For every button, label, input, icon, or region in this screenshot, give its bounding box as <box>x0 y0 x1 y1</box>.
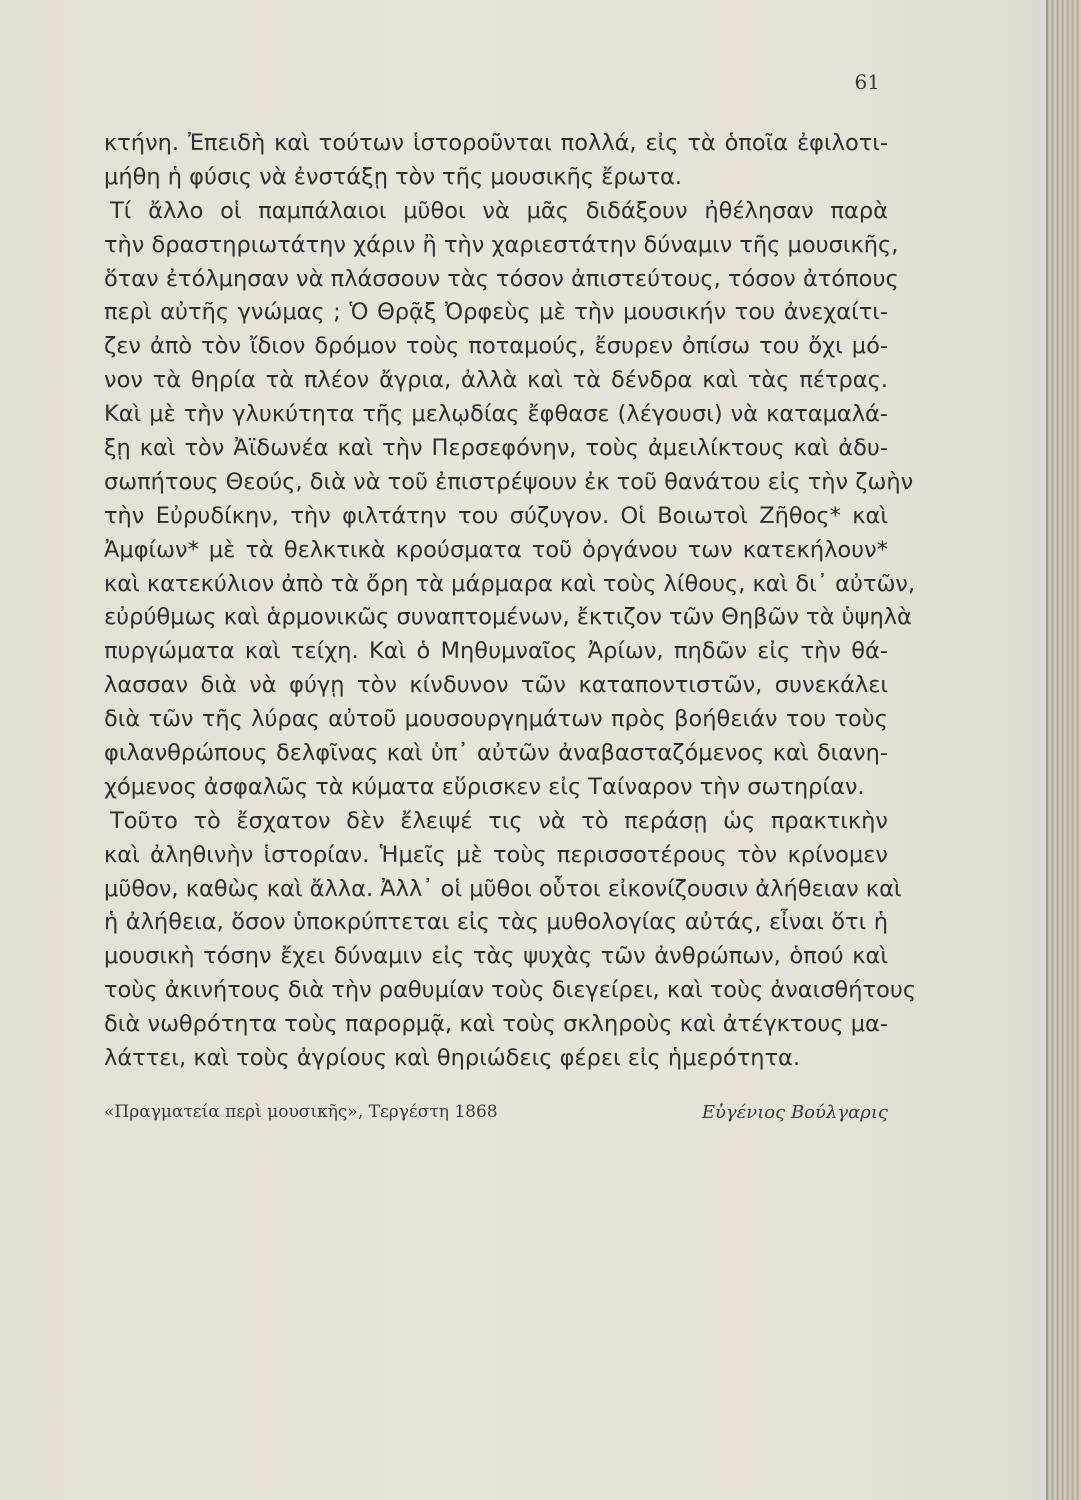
text-line: Ἀμφίων* μὲ τὰ θελκτικὰ κρούσματα τοῦ ὀργάνου των κατεκήλουν* <box>104 536 888 563</box>
text-line: καὶ κατεκύλιον ἀπὸ τὰ ὄρη τὰ μάρμαρα καὶ τοὺς λίθους, καὶ δι᾿ αὐτῶν, <box>104 570 916 597</box>
text-line: εὐρύθμως καὶ ἁρμονικῶς συναπτομένων, ἔκτιζον τῶν Θηβῶν τὰ ὑψηλὰ <box>104 604 912 631</box>
text-line: τοὺς ἀκινήτους διὰ τὴν ραθυμίαν τοὺς διεγείρει, καὶ τοὺς ἀναισθήτους <box>104 977 917 1004</box>
text-line: φιλανθρώπους δελφῖνας καὶ ὑπ᾿ αὐτῶν ἀναβασταζόμενος καὶ διανη- <box>104 740 888 767</box>
text-line: Τοῦτο τὸ ἔσχατον δὲν ἔλειψέ τις νὰ τὸ περάσῃ ὡς πρακτικὴν <box>110 807 888 834</box>
text-line: μουσικὴ τόσην ἔχει δύναμιν εἰς τὰς ψυχὰς τῶν ἀνθρώπων, ὁπού καὶ <box>104 943 888 970</box>
text-line: ζεν ἀπὸ τὸν ἴδιον δρόμον τοὺς ποταμούς, ἔσυρεν ὀπίσω του ὄχι μό- <box>104 333 888 360</box>
text-line: Τί ἄλλο οἱ παμπάλαιοι μῦθοι νὰ μᾶς διδάξουν ἠθέλησαν παρὰ <box>110 197 888 224</box>
citation-footer <box>104 1102 888 1132</box>
text-line: μῦθον, καθὼς καὶ ἄλλα. Ἀλλ᾿ οἱ μῦθοι οὗτοι εἰκονίζουσιν ἀλήθειαν καὶ <box>104 875 902 902</box>
text-line: πυργώματα καὶ τείχη. Καὶ ὁ Μηθυμναῖος Ἀρίων, πηδῶν εἰς τὴν θά- <box>104 638 888 665</box>
text-line: Καὶ μὲ τὴν γλυκύτητα τῆς μελῳδίας ἔφθασε (λέγουσι) νὰ καταμαλά- <box>104 401 888 428</box>
page-edge <box>1046 0 1081 1500</box>
page-number: 61 <box>854 70 880 94</box>
text-line: διὰ τῶν τῆς λύρας αὐτοῦ μουσουργημάτων πρὸς βοήθειάν του τοὺς <box>104 706 888 733</box>
text-line: περὶ αὐτῆς γνώμας ; Ὁ Θρᾷξ Ὀρφεὺς μὲ τὴν μουσικήν του ἀνεχαίτι- <box>104 299 888 326</box>
text-line: κτήνη. Ἐπειδὴ καὶ τούτων ἱστοροῦνται πολλά, εἰς τὰ ὁποῖα ἐφιλοτι- <box>104 130 888 156</box>
source-citation: «Πραγματεία περὶ μουσικῆς», Τεργέστη 1868 <box>104 1102 498 1122</box>
text-line: λάττει, καὶ τοὺς ἀγρίους καὶ θηριώδεις φέρει εἰς ἡμερότητα. <box>104 1045 801 1072</box>
text-line: διὰ νωθρότητα τοὺς παρορμᾷ, καὶ τοὺς σκληροὺς καὶ ἀτέγκτους μα- <box>104 1011 888 1038</box>
text-line: τὴν δραστηριωτάτην χάριν ἢ τὴν χαριεστάτην δύναμιν τῆς μουσικῆς, <box>104 231 899 258</box>
text-line: νον τὰ θηρία τὰ πλέον ἄγρια, ἀλλὰ καὶ τὰ δένδρα καὶ τὰς πέτρας. <box>104 367 888 394</box>
text-line: ξῃ καὶ τὸν Ἀϊδωνέα καὶ τὴν Περσεφόνην, τοὺς ἀμειλίκτους καὶ ἀδυ- <box>104 435 888 462</box>
text-line: σωπήτους Θεούς, διὰ νὰ τοῦ ἐπιστρέψουν ἐκ τοῦ θανάτου εἰς τὴν ζωὴν <box>104 468 914 495</box>
text-line: λασσαν διὰ νὰ φύγῃ τὸν κίνδυνον τῶν καταποντιστῶν, συνεκάλει <box>104 672 888 699</box>
text-line: χόμενος ἀσφαλῶς τὰ κύματα εὕρισκεν εἰς Ταίναρον τὴν σωτηρίαν. <box>104 773 865 800</box>
main-text <box>104 127 917 1076</box>
text-line: ὅταν ἐτόλμησαν νὰ πλάσσουν τὰς τόσον ἀπιστεύτους, τόσον ἀτόπους <box>104 265 899 292</box>
text-line: τὴν Εὐρυδίκην, τὴν φιλτάτην του σύζυγον. Οἱ Βοιωτοὶ Ζῆθος* καὶ <box>104 502 888 529</box>
text-line: καὶ ἀληθινὴν ἱστορίαν. Ἡμεῖς μὲ τοὺς περισσοτέρους τὸν κρίνομεν <box>104 841 888 868</box>
text-line: ἡ ἀλήθεια, ὅσον ὑποκρύπτεται εἰς τὰς μυθολογίας αὐτάς, εἶναι ὅτι ἡ <box>104 909 888 936</box>
author-name: Εὐγένιος Βούλγαρις <box>701 1102 888 1123</box>
text-line: μήθη ἡ φύσις νὰ ἐνστάξῃ τὸν τῆς μουσικῆς ἔρωτα. <box>104 163 683 190</box>
